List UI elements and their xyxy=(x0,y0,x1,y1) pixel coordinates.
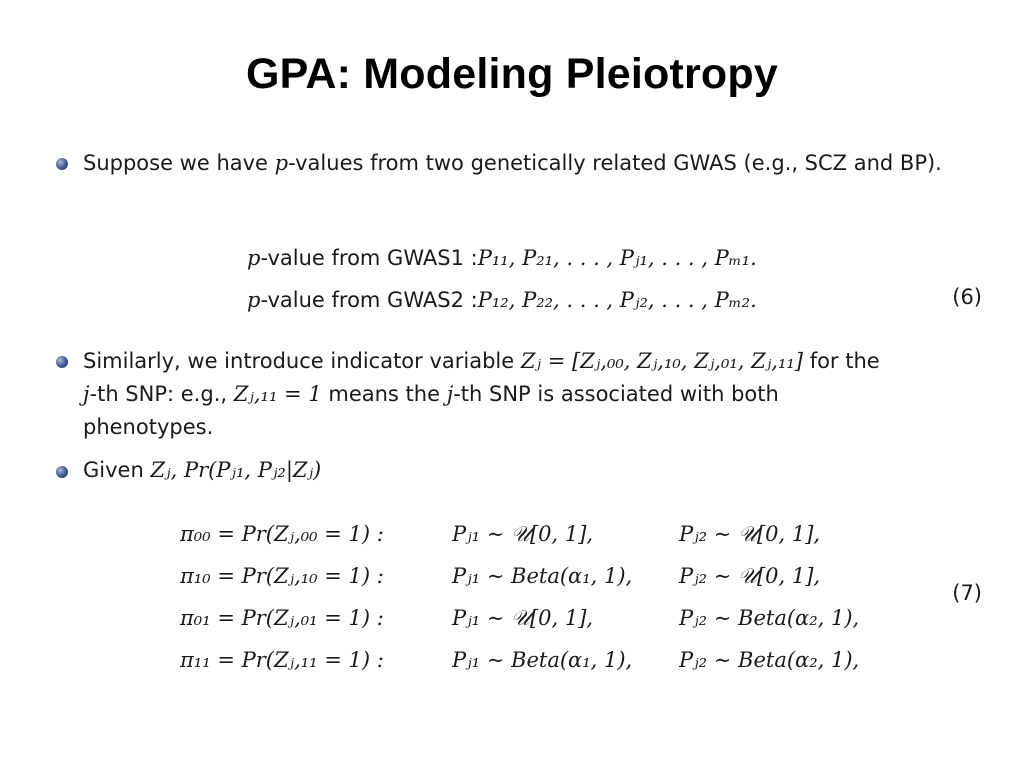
bullet-1-text-b: -values from two genetically related GWAS (e.g., SCZ and BP). xyxy=(288,151,942,175)
eq7-row-3-rhs: Pⱼ₂ ∼ Beta(α₂, 1), xyxy=(679,606,860,630)
eq6-row-1 xyxy=(247,242,757,275)
bullet-3-math: Zⱼ, Pr(Pⱼ₁, Pⱼ₂|Zⱼ) xyxy=(150,458,322,482)
eq7-row-3-mid: Pⱼ₁ ∼ 𝒰[0, 1], xyxy=(452,606,594,630)
bullet-2-line-3: phenotypes. xyxy=(83,415,214,439)
eq6-row1-p: p xyxy=(247,246,261,270)
eq7-row-4-lhs: π₁₁ = Pr(Zⱼ,₁₁ = 1) : xyxy=(180,648,384,672)
bullet-2-j: j xyxy=(83,382,90,406)
bullet-2-line1-a: Similarly, we introduce indicator variable xyxy=(83,349,521,373)
bullet-2-j-2: j xyxy=(446,382,454,406)
eq6-row1-label: -value from GWAS1 : xyxy=(260,246,478,270)
bullet-marker xyxy=(56,466,68,478)
eq7-row-2-mid: Pⱼ₁ ∼ Beta(α₁, 1), xyxy=(452,564,633,588)
equation-number-7: (7) xyxy=(952,581,982,605)
eq7-row-1-rhs: Pⱼ₂ ∼ 𝒰[0, 1], xyxy=(679,522,821,546)
bullet-3-text xyxy=(83,454,321,487)
eq6-row2-math: P₁₂, P₂₂, . . . , Pⱼ₂, . . . , Pₘ₂. xyxy=(477,288,757,312)
eq6-row2-label: -value from GWAS2 : xyxy=(260,288,478,312)
bullet-marker xyxy=(56,158,68,170)
bullet-2-z-math: Zⱼ,₁₁ = 1 xyxy=(233,382,322,406)
eq6-row-2 xyxy=(247,284,757,317)
eq7-row-1-lhs: π₀₀ = Pr(Zⱼ,₀₀ = 1) : xyxy=(180,522,384,546)
bullet-1-text-a: Suppose we have xyxy=(83,151,275,175)
eq7-row-4-mid: Pⱼ₁ ∼ Beta(α₁, 1), xyxy=(452,648,633,672)
bullet-2-line2-c: -th SNP is associated with both xyxy=(453,382,779,406)
eq7-row-3-lhs: π₀₁ = Pr(Zⱼ,₀₁ = 1) : xyxy=(180,606,384,630)
bullet-1-text xyxy=(83,147,993,180)
bullet-2-line-1 xyxy=(83,345,880,378)
slide-title: GPA: Modeling Pleiotropy xyxy=(246,50,778,98)
bullet-2-indicator-math: Zⱼ = [Zⱼ,₀₀, Zⱼ,₁₀, Zⱼ,₀₁, Zⱼ,₁₁] xyxy=(520,349,804,373)
bullet-marker xyxy=(56,356,68,368)
eq6-row2-p: p xyxy=(247,288,261,312)
bullet-1-p: p xyxy=(274,151,289,175)
eq7-row-2-lhs: π₁₀ = Pr(Zⱼ,₁₀ = 1) : xyxy=(180,564,384,588)
bullet-2-line1-b: for the xyxy=(803,349,880,373)
eq7-row-1-mid: Pⱼ₁ ∼ 𝒰[0, 1], xyxy=(452,522,594,546)
bullet-3-text-a: Given xyxy=(83,458,151,482)
eq7-row-4-rhs: Pⱼ₂ ∼ Beta(α₂, 1), xyxy=(679,648,860,672)
equation-number-6: (6) xyxy=(952,285,982,309)
eq7-row-2-rhs: Pⱼ₂ ∼ 𝒰[0, 1], xyxy=(679,564,821,588)
eq6-row1-math: P₁₁, P₂₁, . . . , Pⱼ₁, . . . , Pₘ₁. xyxy=(477,246,757,270)
bullet-2-line2-a: -th SNP: e.g., xyxy=(89,382,234,406)
bullet-2-line-2 xyxy=(83,378,779,411)
bullet-2-line2-b: means the xyxy=(321,382,447,406)
